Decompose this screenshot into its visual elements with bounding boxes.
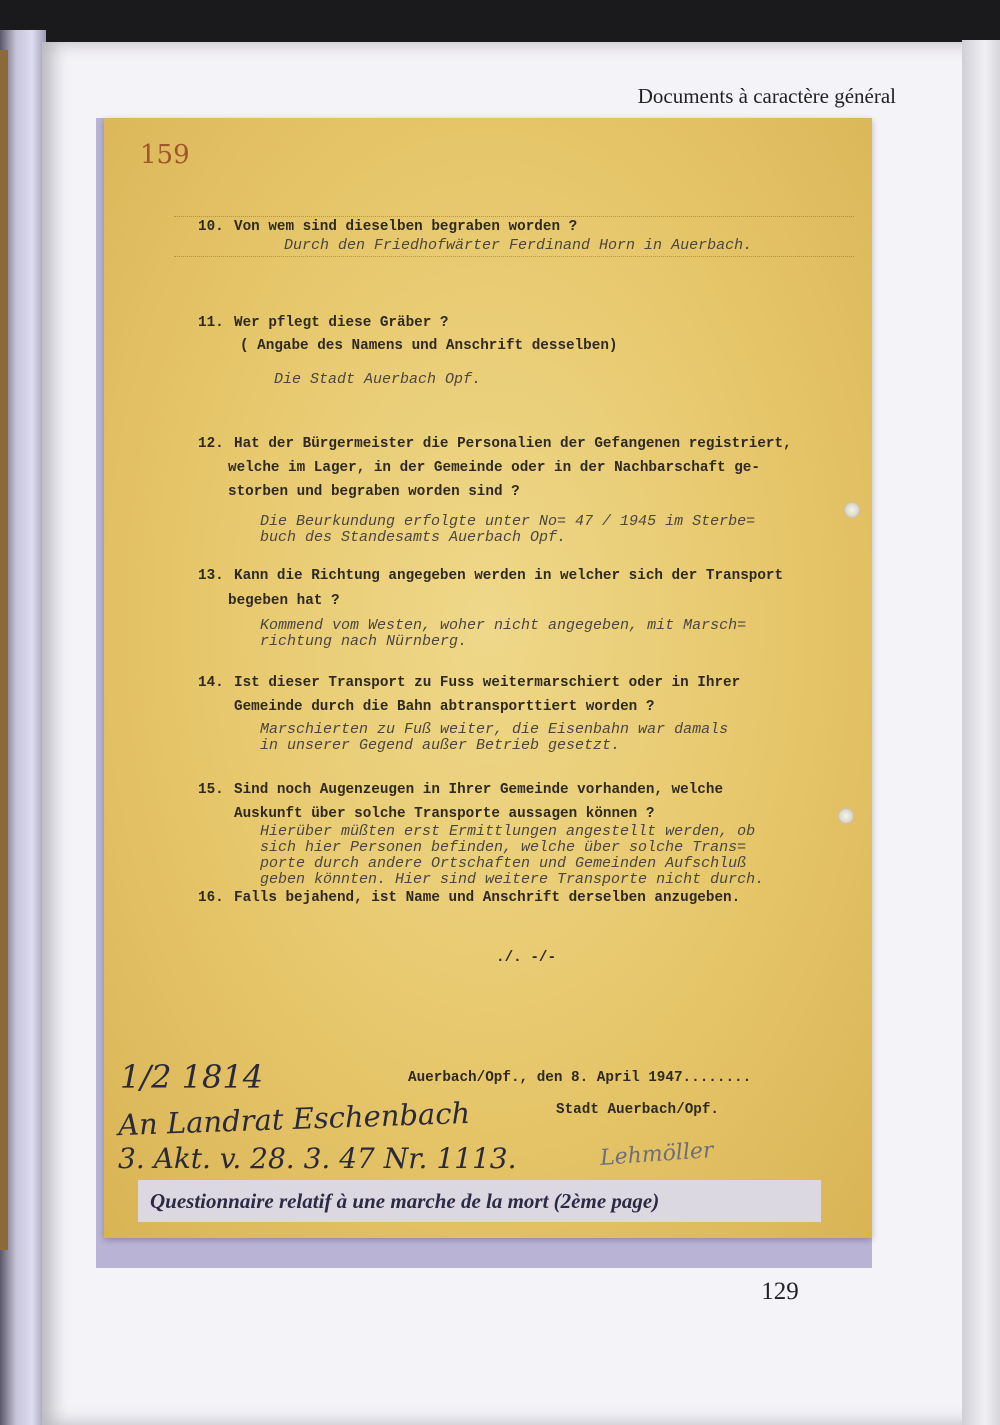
punch-hole-bottom	[838, 808, 854, 824]
question-15-answer-line2: sich hier Personen befinden, welche über solche Trans=	[260, 839, 747, 856]
question-15-answer-line4: geben könnten. Hier sind weitere Transporte nicht durch.	[260, 871, 765, 888]
signatory: Stadt Auerbach/Opf.	[556, 1102, 720, 1118]
question-15-answer: Hierüber müßten erst Ermittlungen angestellt werden, ob	[260, 823, 756, 840]
dotted-rule	[174, 216, 854, 217]
punch-hole-top	[844, 502, 860, 518]
handwritten-reference: 1/2 1814	[120, 1058, 264, 1096]
question-14-text-line2: Gemeinde durch die Bahn abtransporttiert worden ?	[234, 699, 655, 715]
question-14-answer-line2: in unserer Gegend außer Betrieb gesetzt.	[260, 737, 621, 754]
folio-number: 159	[140, 140, 190, 170]
question-11-text-line2: ( Angabe des Namens und Anschrift desselben)	[240, 338, 618, 354]
question-15-answer-line3: porte durch andere Ortschaften und Gemeinden Aufschluß	[260, 855, 747, 872]
question-12-answer-line2: buch des Standesamts Auerbach Opf.	[260, 529, 567, 546]
place-date: Auerbach/Opf., den 8. April 1947........	[408, 1070, 752, 1086]
dotted-rule	[174, 256, 854, 257]
question-10-number: 10.	[198, 219, 224, 235]
running-head: Documents à caractère général	[637, 84, 896, 108]
book-right-page-edge	[962, 40, 1000, 1425]
question-15-text: Sind noch Augenzeugen in Ihrer Gemeinde vorhanden, welche	[234, 782, 724, 798]
question-15-text-line2: Auskunft über solche Transporte aussagen können ?	[234, 806, 655, 822]
question-16-number: 16.	[198, 890, 224, 906]
photo-caption: Questionnaire relatif à une marche de la mort (2ème page)	[138, 1180, 821, 1222]
question-10-text: Von wem sind dieselben begraben worden ?	[234, 219, 578, 235]
question-12-text-line2: welche im Lager, in der Gemeinde oder in der Nachbarschaft ge-	[228, 460, 760, 476]
book-left-page-edge	[0, 30, 46, 1425]
question-10-answer: Durch den Friedhofwärter Ferdinand Horn in Auerbach.	[284, 237, 753, 254]
question-12-answer: Die Beurkundung erfolgte unter No= 47 / 1945 im Sterbe=	[260, 513, 756, 530]
question-12-text-line3: storben und begraben worden sind ?	[228, 484, 520, 500]
question-11-text: Wer pflegt diese Gräber ?	[234, 315, 449, 331]
handwritten-addressee: An Landrat Eschenbach	[117, 1095, 471, 1143]
signature: Lehmöller	[599, 1138, 715, 1171]
question-12-number: 12.	[198, 436, 224, 452]
question-13-answer: Kommend vom Westen, woher nicht angegeben, mit Marsch=	[260, 617, 747, 634]
left-edge-strip	[0, 50, 8, 1250]
question-15-number: 15.	[198, 782, 224, 798]
question-11-answer: Die Stadt Auerbach Opf.	[274, 371, 482, 388]
question-14-number: 14.	[198, 675, 224, 691]
question-12-text: Hat der Bürgermeister die Personalien der Gefangenen registriert,	[234, 436, 792, 452]
document-photo	[104, 118, 872, 1238]
question-16-text: Falls bejahend, ist Name und Anschrift derselben anzugeben.	[234, 890, 741, 906]
handwritten-note: 3. Akt. v. 28. 3. 47 Nr. 1113.	[118, 1142, 517, 1175]
question-13-answer-line2: richtung nach Nürnberg.	[260, 633, 468, 650]
question-11-number: 11.	[198, 315, 224, 331]
question-14-text: Ist dieser Transport zu Fuss weitermarschiert oder in Ihrer	[234, 675, 741, 691]
page-number: 129	[761, 1278, 799, 1305]
question-13-text-line2: begeben hat ?	[228, 593, 340, 609]
question-14-answer: Marschierten zu Fuß weiter, die Eisenbahn war damals	[260, 721, 729, 738]
question-13-number: 13.	[198, 568, 224, 584]
question-13-text: Kann die Richtung angegeben werden in welcher sich der Transport	[234, 568, 784, 584]
end-mark: ./. -/-	[496, 950, 557, 966]
